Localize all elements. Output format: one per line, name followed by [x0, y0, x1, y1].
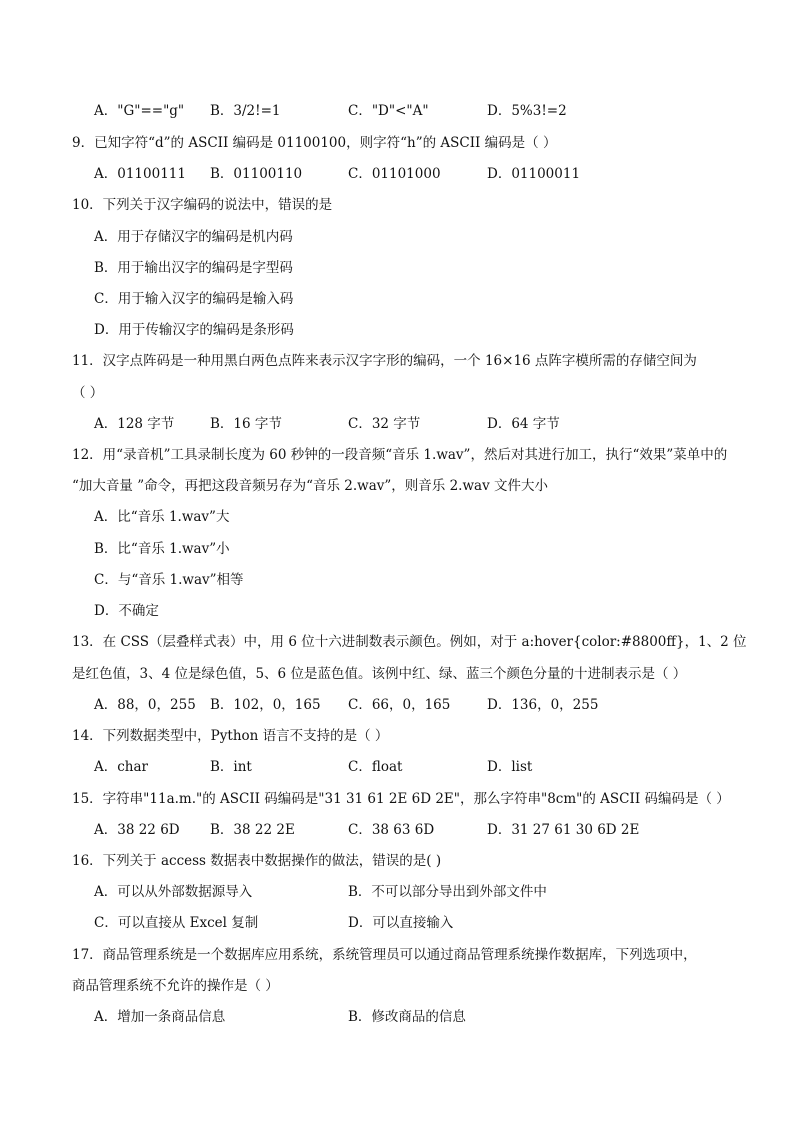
question-continuation: （ ）: [72, 385, 104, 401]
question-text: 15．字符串"11a.m."的 ASCII 码编码是"31 31 61 2E 6D 2E"，那么字符串"8cm"的 ASCII 码编码是（ ）: [72, 791, 730, 807]
answer-option: D．list: [487, 759, 533, 775]
answer-option: C．"D"<"A": [348, 103, 429, 119]
answer-option: B．用于输出汉字的编码是字型码: [94, 260, 293, 276]
answer-option: C．用于输入汉字的编码是输入码: [94, 291, 294, 307]
answer-option: D．不确定: [94, 603, 159, 619]
answer-option: C．32 字节: [348, 416, 421, 432]
answer-option: A．可以从外部数据源导入: [94, 884, 253, 900]
answer-option: B．比“音乐 1.wav”小: [94, 541, 230, 557]
question-text: 9．已知字符“d”的 ASCII 编码是 01100100，则字符“h”的 ASCII 编码是（ ）: [72, 135, 557, 151]
question-continuation: 商品管理系统不允许的操作是（ ）: [72, 978, 279, 994]
answer-option: D．5%3!=2: [487, 103, 567, 119]
answer-option: B．int: [210, 759, 252, 775]
question-text: 17．商品管理系统是一个数据库应用系统，系统管理员可以通过商品管理系统操作数据库，下列选项中，: [72, 947, 697, 963]
question-continuation: “加大音量 ”命令，再把这段音频另存为“音乐 2.wav”，则音乐 2.wav 文件大小: [72, 478, 548, 494]
answer-option: D．64 字节: [487, 416, 560, 432]
question-continuation: 是红色值，3、4 位是绿色值，5、6 位是蓝色值。该例中红、绿、蓝三个颜色分量的十进制表示是（ ）: [72, 666, 687, 682]
answer-option: C．38 63 6D: [348, 822, 435, 838]
answer-option: D．01100011: [487, 166, 581, 182]
answer-option: C．66，0，165: [348, 697, 451, 713]
answer-option: B．16 字节: [210, 416, 282, 432]
answer-option: D．136，0，255: [487, 697, 599, 713]
question-text: 16．下列关于 access 数据表中数据操作的做法，错误的是( ): [72, 853, 442, 869]
answer-option: A．char: [94, 759, 149, 775]
answer-option: D．可以直接输入: [348, 915, 454, 931]
answer-option: A．38 22 6D: [94, 822, 180, 838]
question-text: 11．汉字点阵码是一种用黑白两色点阵来表示汉字字形的编码，一个 16×16 点阵字模所需的存储空间为: [72, 353, 697, 369]
answer-option: C．01101000: [348, 166, 441, 182]
question-text: 10．下列关于汉字编码的说法中，错误的是: [72, 197, 333, 213]
question-text: 12．用“录音机”工具录制长度为 60 秒钟的一段音频“音乐 1.wav”，然后对其进行加工，执行“效果”菜单中的: [72, 447, 728, 463]
answer-option: C．与“音乐 1.wav”相等: [94, 572, 244, 588]
answer-option: B．不可以部分导出到外部文件中: [348, 884, 547, 900]
answer-option: B．102，0，165: [210, 697, 321, 713]
answer-option: B．01100110: [210, 166, 303, 182]
answer-option: B．3/2!=1: [210, 103, 281, 119]
answer-option: A．01100111: [94, 166, 186, 182]
answer-option: A．128 字节: [94, 416, 175, 432]
question-text: 13．在 CSS（层叠样式表）中，用 6 位十六进制数表示颜色。例如，对于 a:hover{color:#8800ff}，1、2 位: [72, 634, 747, 650]
answer-option: B．38 22 2E: [210, 822, 295, 838]
answer-option: C．float: [348, 759, 403, 775]
answer-option: A．用于存储汉字的编码是机内码: [94, 229, 293, 245]
answer-option: A．增加一条商品信息: [94, 1009, 226, 1025]
answer-option: A．"G"=="g": [94, 103, 185, 119]
answer-option: D．用于传输汉字的编码是条形码: [94, 322, 294, 338]
answer-option: A．比“音乐 1.wav”大: [94, 509, 230, 525]
answer-option: A．88，0，255: [94, 697, 196, 713]
answer-option: D．31 27 61 30 6D 2E: [487, 822, 640, 838]
answer-option: B．修改商品的信息: [348, 1009, 466, 1025]
answer-option: C．可以直接从 Excel 复制: [94, 915, 259, 931]
question-text: 14．下列数据类型中，Python 语言不支持的是（ ）: [72, 728, 389, 744]
